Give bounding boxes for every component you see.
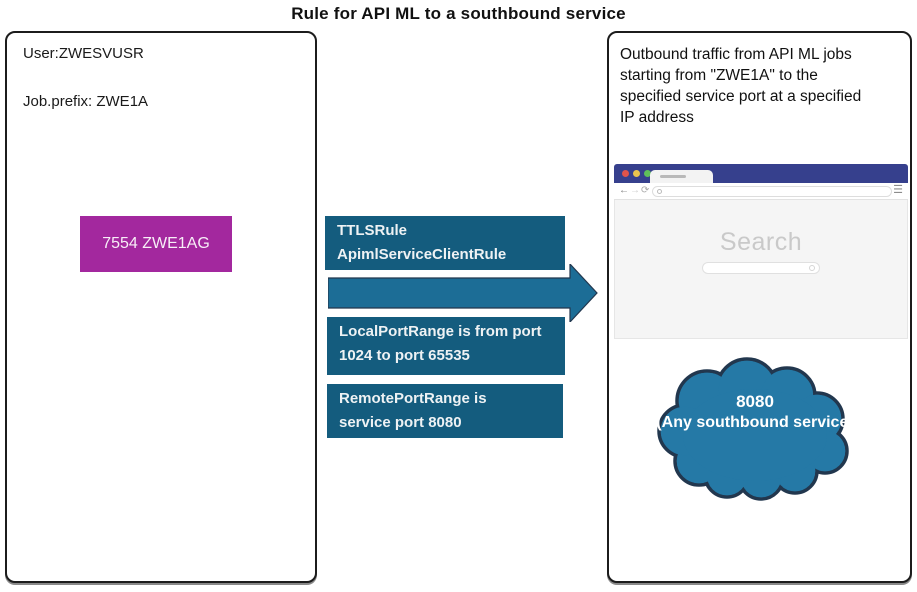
search-page-title: Search [719,228,803,256]
remote-port-range-box [327,384,563,438]
back-icon: ← [619,185,629,196]
outbound-description: Outbound traffic from API ML jobs starting from "ZWE1A" to the specified service port at a specified IP address [620,46,862,126]
cloud-label [655,391,855,433]
user-label: User:ZWESVUSR [23,45,144,62]
local-port-line2: 1024 to port 65535 [339,347,470,364]
diagram-title: Rule for API ML to a southbound service [291,4,626,23]
browser-titlebar [614,164,908,183]
tab-title-placeholder [660,175,686,178]
local-port-range-box [327,317,565,375]
local-port-line1: LocalPortRange is from port [339,323,542,340]
ttls-rule-line2: ApimlServiceClientRule [337,246,507,263]
service-panel [607,31,912,583]
minimize-window-icon [633,170,640,177]
remote-port-line2: service port 8080 [339,414,462,431]
cloud-service-label: (Any southbound service) [656,414,854,431]
job-prefix-label: Job.prefix: ZWE1A [23,93,149,110]
browser-tab [650,170,713,183]
url-bar [652,186,892,197]
browser-mockup [614,164,908,339]
jobs-panel [5,31,317,583]
flow-arrow [328,264,598,322]
menu-icon: ☰ [893,184,902,196]
browser-content [614,200,908,339]
cloud-port-label: 8080 [736,392,774,411]
port-job-label: 7554 ZWE1AG [102,235,210,252]
ttls-rule-box [325,216,565,270]
browser-toolbar [614,183,908,200]
search-input-illustration [702,262,820,274]
port-job-box [80,216,232,272]
search-icon [657,189,662,194]
remote-port-line1: RemotePortRange is [339,390,487,407]
southbound-service-cloud [655,351,855,503]
reload-icon: ⟳ [641,185,650,196]
search-icon [809,265,815,271]
close-window-icon [622,170,629,177]
ttls-rule-line1: TTLSRule [337,222,407,239]
forward-icon: → [630,185,640,196]
